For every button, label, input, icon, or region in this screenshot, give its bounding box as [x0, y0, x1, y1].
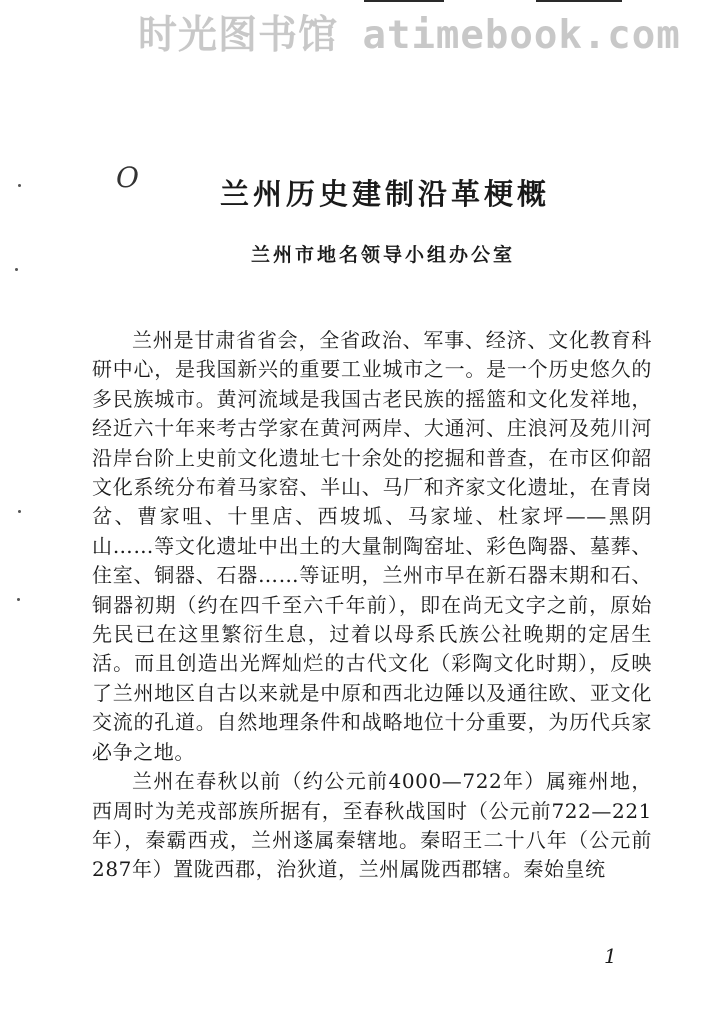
page-title: 兰州历史建制沿革梗概 [219, 177, 550, 211]
scan-speck [18, 510, 21, 513]
paragraph: 兰州在春秋以前（约公元前4000—722年）属雍州地，西周时为羌戎部族所据有，至春秋战国时（公元前722—221年），秦霸西戎，兰州遂属秦辖地。秦昭王二十八年（公元前287年）置陇西郡，治狄道，兰州属陇西郡辖。秦始皇统 [92, 769, 652, 882]
watermark: 时光图书馆 atimebook.com [138, 13, 681, 58]
author-line: 兰州市地名领导小组办公室 [250, 244, 515, 266]
scan-speck [15, 268, 18, 271]
scan-speck [17, 598, 20, 601]
top-rule-right [536, 0, 622, 2]
margin-mark: O [116, 161, 139, 194]
scan-speck [18, 184, 21, 187]
paragraph: 兰州是甘肃省省会，全省政治、军事、经济、文化教育科研中心，是我国新兴的重要工业城市之一。是一个历史悠久的多民族城市。黄河流域是我国古老民族的摇篮和文化发祥地，经近六十年来考古学家在黄河两岸、大通河、庄浪河及苑川河沿岸台阶上史前文化遗址七十余处的挖掘和普查，在市区仰韶文化系统分布着马家窑、半山、马厂和齐家文化遗址，在青岗岔、曹家咀、十里店、西坡坬、马家𡌶、杜家坪——黑阴山……等文化遗址中出土的大量制陶窑址、彩色陶器、墓葬、住室、铜器、石器……等证明，兰州市早在新石器末期和石、铜器初期（约在四千至六千年前），即在尚无文字之前，原始先民已在这里繁衍生息，过着以母系氏族公社晚期的定居生活。而且创造出光辉灿烂的古代文化（彩陶文化时期），反映了兰州地区自古以来就是中原和西北边陲以及通往欧、亚文化交流的孔道。自然地理条件和战略地位十分重要，为历代兵家必争之地。 [92, 328, 652, 764]
article-body [92, 326, 652, 885]
top-rule-left [364, 0, 444, 2]
page-number: 1 [604, 944, 617, 968]
